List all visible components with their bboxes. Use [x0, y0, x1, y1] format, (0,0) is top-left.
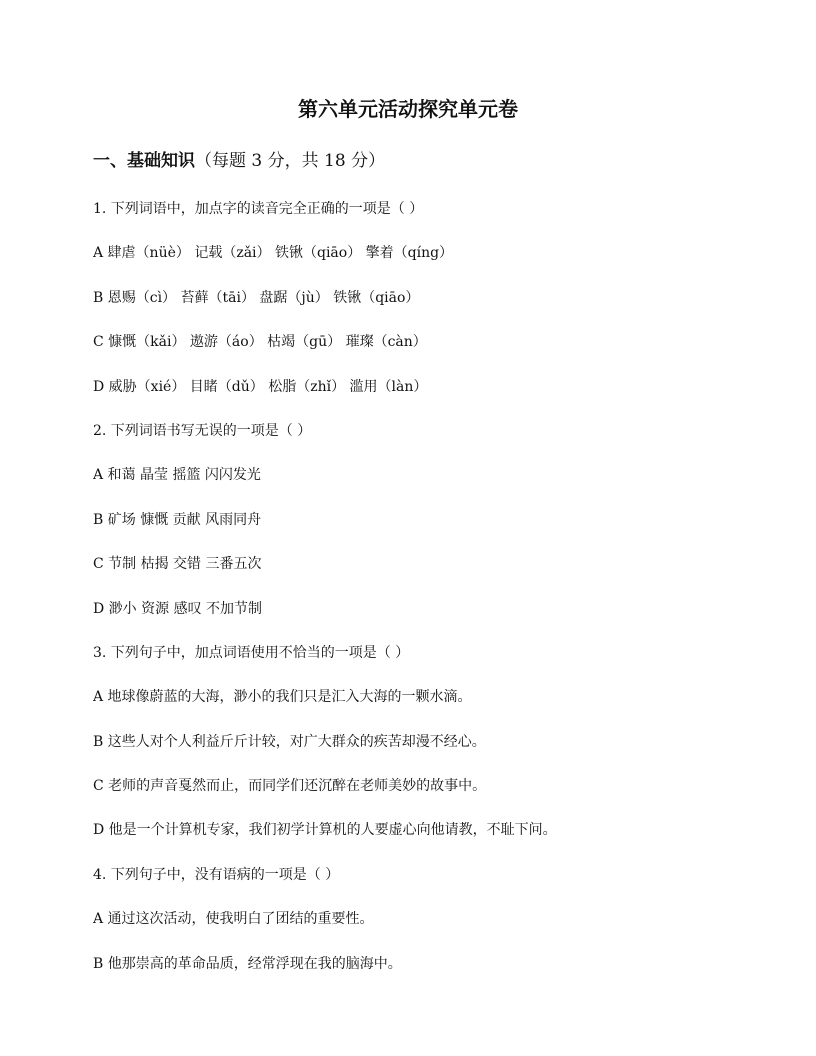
question-line-3-option-b: B 这些人对个人利益斤斤计较，对广大群众的疾苦却漫不经心。	[93, 733, 486, 750]
question-line-3: 3. 下列句子中，加点词语使用不恰当的一项是（ ）	[93, 644, 410, 661]
question-line-3-option-c: C 老师的声音戛然而止，而同学们还沉醉在老师美妙的故事中。	[93, 778, 487, 795]
question-line-3-option-d: D 他是一个计算机专家，我们初学计算机的人要虚心向他请教，不耻下问。	[93, 822, 557, 839]
question-line-2-option-d: D 渺小 资源 感叹 不加节制	[93, 600, 263, 617]
question-line-2: 2. 下列词语书写无误的一项是（ ）	[93, 422, 312, 439]
question-line-4: 4. 下列句子中，没有语病的一项是（ ）	[93, 866, 340, 883]
section-heading	[93, 148, 385, 174]
question-line-1: 1. 下列词语中，加点字的读音完全正确的一项是（ ）	[93, 201, 424, 217]
question-line-1-option-d: D 威胁（xié） 目睹（dǔ） 松脂（zhǐ） 滥用（làn）	[93, 378, 428, 395]
question-line-4-option-b: B 他那崇高的革命品质，经常浮现在我的脑海中。	[93, 955, 402, 972]
question-list	[93, 196, 793, 995]
question-line-2-option-b: B 矿场 慷慨 贡献 风雨同舟	[93, 511, 262, 528]
question-line-2-option-a: A 和蔼 晶莹 摇篮 闪闪发光	[93, 467, 261, 484]
section-heading-main: 一、基础知识	[93, 151, 195, 171]
page-title: 第六单元活动探究单元卷	[298, 97, 518, 121]
section-heading-note: （每题 3 分，共 18 分）	[195, 151, 386, 171]
question-line-1-option-c: C 慷慨（kǎi） 遨游（áo） 枯竭（gū） 璀璨（càn）	[93, 334, 427, 351]
question-line-4-option-a: A 通过这次活动，使我明白了团结的重要性。	[93, 911, 374, 928]
question-line-1-option-b: B 恩赐（cì） 苔藓（tāi） 盘踞（jù） 铁锹（qiāo）	[93, 289, 420, 306]
question-line-3-option-a: A 地球像蔚蓝的大海，渺小的我们只是汇入大海的一颗水滴。	[93, 689, 472, 706]
question-line-1-option-a: A 肆虐（nüè） 记载（zǎi） 铁锹（qiāo） 擎着（qíng）	[93, 245, 454, 262]
question-line-2-option-c: C 节制 枯揭 交错 三番五次	[93, 556, 262, 573]
